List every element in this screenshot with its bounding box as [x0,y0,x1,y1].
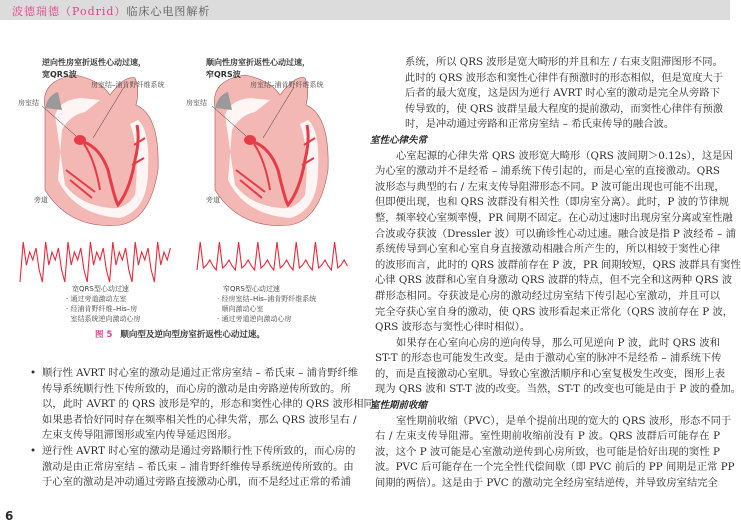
text-line: 现为 QRS 波和 ST-T 波的改变。当然，ST-T 的改变也可能是由于 P 波的叠加。 [375,383,741,396]
text-line: 传导致的，使 QRS 波群呈最大程度的提前激动，而窦性心律伴有预激 [405,102,724,115]
right-desc-title: 窄QRS型心动过速 [223,285,280,293]
text-line: 心律 QRS 波群和心室自身激动 QRS 波群的特点，但不完全和这两种 QRS 波 [375,274,733,287]
right-label-pathway: 旁道 [206,196,220,204]
text-line: 心室起源的心律失常 QRS 波形宽大畸形（QRS 波间期＞0.12s），这是因 [396,149,733,162]
text-line: ST-T 的形态也可能发生改变。是由于激动心室的脉冲不是经希 – 浦系统下传 [375,352,722,365]
figure-caption [95,328,265,340]
bullet-icon: • [30,367,37,379]
text-line: 系统，所以 QRS 波形是宽大畸形的并且和左 / 右束支阻滞图形不同。 [405,56,723,68]
text-line: 时，是冲动通过旁路和正常房室结 – 希氏束传导的融合波。 [405,118,675,131]
right-title-line: 顺向性房室折返性心动过速， [206,58,310,67]
left-label-pathway: 旁道 [34,196,48,204]
text-line: 激动是由正常房室结 – 希氏束 – 浦肯野纤维传导系统逆传所致的。由 [42,460,354,473]
page-number: 6 [5,509,14,523]
text-line: 于心室的激动是冲动通过旁路直接激动心肌，而不是经过正常的希浦 [42,476,351,489]
text-line: 为心室的激动并不是经希 – 浦系统下传引起的，而是心室的直接激动。QRS [375,165,720,178]
text-line: QRS 波形态与窦性心律时相似）。 [375,321,531,334]
text-line: 以，此时 AVRT 的 QRS 波形是窄的，形态和窦性心律的 QRS 波形相同。 [42,398,385,411]
right-title [206,57,310,81]
right-column-text [370,55,741,492]
left-desc-line: · 通过旁道激动左室 [66,295,127,303]
text-line: 波，这个 P 波可能是心室激动逆传到心房所致，也可能是恰好出现的窦性 P [375,445,720,458]
text-line: 此时的 QRS 波形态和窦性心律伴有预激时的形态相似，但是宽度大于 [405,71,724,84]
text-line: 的波形而言，此时的 QRS 波群前存在 P 波，PR 间期较短，QRS 波群具有窦性 [375,258,741,271]
left-title-line: 逆向性房室折返性心动过速， [42,58,146,67]
text-line: 波。PVC 后可能存在一个完全性代偿间歇（即 PVC 前后的 PP 间期是正常 PP [375,461,735,474]
running-header [0,0,730,20]
text-line: 右 / 左束支传导阻滞。室性期前收缩前没有 P 波。QRS 波群后可能存在 P [375,430,720,443]
left-title [42,57,146,81]
book-title [12,3,210,19]
right-desc-line: 顺向激动心室 [217,305,264,313]
text-line: 波形态与典型的右 / 左束支传导阻滞形态不同。P 波可能出现也可能不出现， [375,180,725,193]
text-line: 完全夺获心室自身的激动，使 QRS 波形看起来正常化（QRS 波前存在 P 波， [375,305,734,318]
left-label-av-node: 房室结 [18,99,39,107]
text-line: 左束支传导阻滞图形或室内传导延迟图形。 [42,429,238,442]
text-line: 系统传导到心室和心室自身直接激动相融合所产生的，所以相较于窦性心律 [375,243,720,256]
right-title-line: 窄QRS波 [206,70,241,79]
left-description [66,284,140,324]
text-line: 顺行性 AVRT 时心室的激动是通过正常房室结 – 希氏束 – 浦肯野纤维 [42,367,359,379]
text-line: 合波或夺获波（Dressler 波）可以确诊性心动过速。融合波是指 P 波经希 – 浦 [375,227,736,240]
right-label-avn: 房室结–浦肯野纤维系统 [250,81,324,89]
section-heading: 室性期前收缩 [370,400,428,412]
left-label-avn: 房室结–浦肯野纤维系统 [91,81,165,89]
bullet-item [30,366,385,444]
text-line: 如果存在心室向心房的逆向传导，那么可见逆向 P 波，此时 QRS 波和 [396,336,720,349]
left-desc-line: 室结系统逆向激动心房 [66,315,141,323]
left-title-line: 宽QRS波 [42,70,77,79]
right-description [217,284,316,324]
book-title-main: 临床心电图解析 [126,5,211,18]
bullet-item [30,444,356,491]
text-line: 间期的两倍）。这是由于 PVC 的激动完全经房室结逆传，并导致房室结完全 [375,477,718,490]
text-line: 如果患者恰好同时存在频率相关性的心律失常，那么 QRS 波形呈右 / [42,413,357,426]
text-line: 群形态相同。夺获波是心房的激动经过房室结下传引起心室激动，并且可以 [375,289,720,302]
text-line: 后者的最大宽度，这是因为逆行 AVRT 时心室的激动是完全从旁路下 [405,87,720,100]
text-line: 的，而是直接激动心室肌。导致心室激活顺序和心室复极发生改变，图形上表 [375,367,726,380]
narrow-qrs-ecg-trace [197,242,347,270]
left-desc-title: 宽QRS型心动过速 [72,285,129,293]
text-line: 传导系统顺行性下传所致的，而心房的激动是由旁路逆传所致的。所 [42,382,351,395]
right-label-av-node: 房室结 [186,99,207,107]
wide-qrs-ecg-trace [20,242,170,282]
text-line: 但即便出现，也和 QRS 波群没有相关性（即房室分离）。此时，P 波的节律规 [375,196,730,209]
right-desc-line: · 通过旁道逆向激动心房 [217,315,292,323]
text-line: 室性期前收缩（PVC），是单个提前出现的宽大的 QRS 波形，形态不同于 [396,414,732,427]
figure-5 [0,20,365,340]
section-heading: 室性心律失常 [370,134,428,146]
figure-number: 图 5 [95,330,113,340]
text-line: 整，频率较心室频率慢，PR 间期不固定。在心动过速时出现房室分离或室性融 [375,211,733,224]
bullet-icon: • [30,444,37,457]
caption-text: 顺向型及逆向型房室折返性心动过速。 [120,330,265,340]
book-title-author: 波德瑞德（Podrid） [12,5,127,18]
left-column-text [30,366,385,491]
right-desc-line: · 经房室结–His–浦肯野纤维系统 [217,295,317,303]
left-desc-line: · 经浦肯野纤维–His–房 [66,305,138,313]
text-line: 逆行性 AVRT 时心室的激动是通过旁路顺行性下传所致的，而心房的 [42,444,356,457]
